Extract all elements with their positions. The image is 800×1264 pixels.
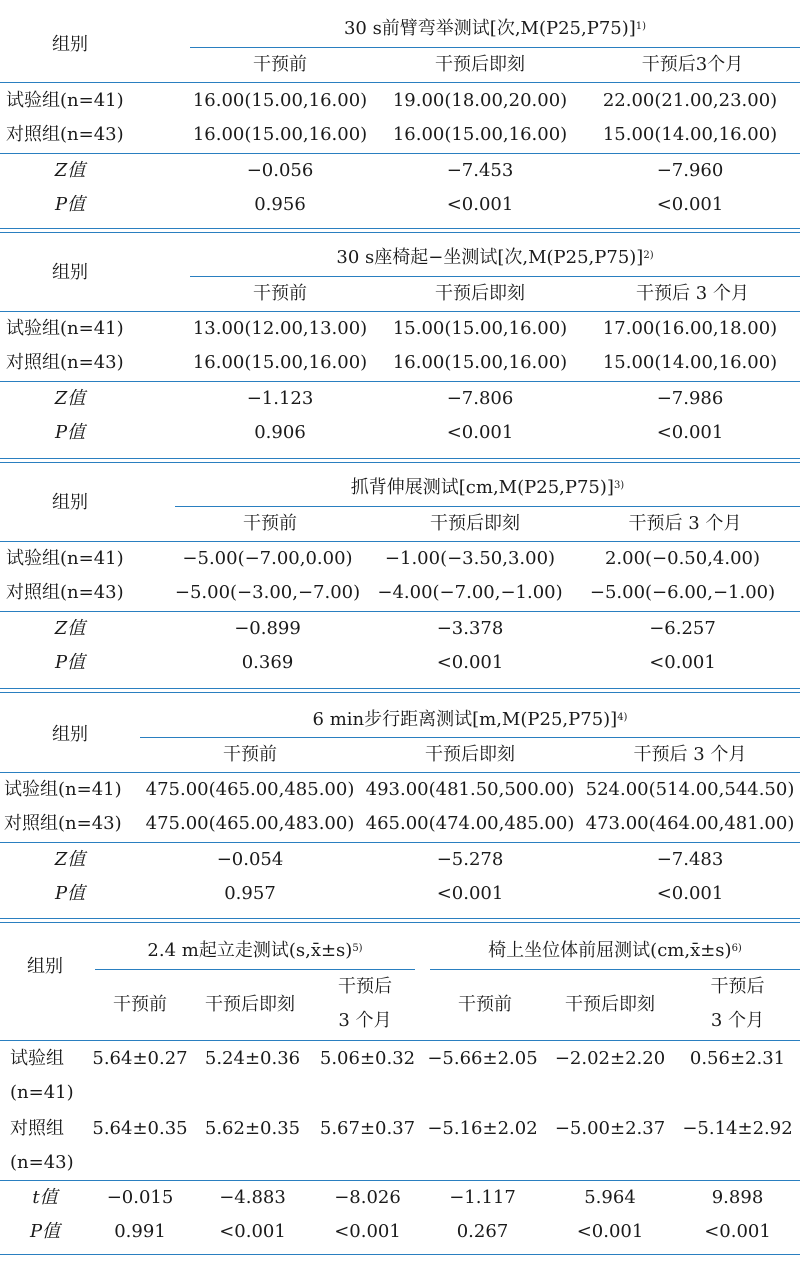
subheader-row	[0, 738, 800, 772]
cell: 9.898	[711, 1187, 764, 1208]
cell: −7.453	[446, 160, 514, 181]
cell: 465.00(474.00,485.00)	[365, 813, 575, 834]
subheader: 干预后3个月	[641, 54, 744, 75]
table-row	[0, 773, 800, 807]
cell: 0.956	[254, 194, 306, 215]
subheader: 干预后	[710, 976, 765, 997]
table-title-text: 抓背伸展测试[cm,M(P25,P75)]	[350, 477, 614, 498]
cell: −1.00(−3.50,3.00)	[384, 548, 556, 569]
cell: 19.00(18.00,20.00)	[392, 90, 568, 111]
table-4	[0, 700, 800, 914]
cell: 5.64±0.27	[92, 1048, 188, 1069]
cell: 0.369	[241, 652, 294, 673]
section-divider	[0, 458, 800, 464]
stat-row	[0, 188, 800, 222]
cell: 5.964	[584, 1187, 636, 1208]
stat-label: Z值	[54, 618, 86, 639]
cell: 15.00(14.00,16.00)	[602, 124, 778, 145]
stat-label: P值	[54, 652, 86, 673]
subheader: 干预前	[458, 994, 512, 1015]
footnote-marker: 5)	[352, 943, 363, 954]
row-label: 试验组(n=41)	[6, 548, 124, 569]
cell: 0.957	[224, 883, 276, 904]
subheader: 干预后 3 个月	[633, 744, 747, 765]
cell: <0.001	[334, 1221, 401, 1242]
cell: −8.026	[334, 1187, 401, 1208]
table-title-left	[95, 936, 415, 966]
cell: −5.16±2.02	[427, 1118, 538, 1139]
table-title-text: 2.4 m起立走测试(s,x̄±s)	[147, 940, 353, 961]
cell: 16.00(15.00,16.00)	[392, 124, 568, 145]
stat-row	[0, 843, 800, 877]
stat-label: P值	[54, 422, 86, 443]
cell: 524.00(514.00,544.50)	[585, 779, 795, 800]
footnote-marker: 6)	[731, 943, 742, 954]
stat-row	[0, 154, 800, 188]
stat-label: P值	[54, 194, 86, 215]
row-label: 试验组(n=41)	[6, 318, 124, 339]
cell: −5.278	[436, 849, 504, 870]
cell: −2.02±2.20	[554, 1048, 666, 1069]
cell: <0.001	[219, 1221, 286, 1242]
cell: −7.806	[446, 388, 514, 409]
cell: −0.054	[216, 849, 284, 870]
cell: −0.056	[246, 160, 314, 181]
table-2	[0, 240, 800, 452]
subheader: 干预后即刻	[435, 54, 525, 75]
row-label: 对照组(n=43)	[6, 582, 124, 603]
subheader: 干预前	[253, 283, 307, 304]
table-title-text: 30 s前臂弯举测试[次,M(P25,P75)]	[343, 18, 636, 39]
stat-row	[0, 877, 800, 911]
table-row	[0, 312, 800, 346]
cell: <0.001	[656, 883, 724, 904]
cell: −5.00±2.37	[554, 1118, 666, 1139]
subheader: 干预后即刻	[425, 744, 515, 765]
cell: −1.123	[246, 388, 314, 409]
cell: 0.991	[114, 1221, 166, 1242]
row-label: 对照组	[10, 1118, 64, 1139]
subheader: 干预后即刻	[430, 513, 520, 534]
table-row	[0, 118, 800, 152]
section-divider	[0, 918, 800, 924]
cell: 475.00(465.00,483.00)	[145, 813, 355, 834]
section-divider	[0, 228, 800, 234]
subheader: 干预前	[243, 513, 297, 534]
cell: −6.257	[649, 618, 716, 639]
group-header: 组别	[52, 34, 88, 55]
table-row	[0, 807, 800, 841]
body-rule	[0, 1040, 800, 1041]
cell: −0.015	[106, 1187, 174, 1208]
cell: −5.00(−6.00,−1.00)	[589, 582, 776, 603]
cell: <0.001	[704, 1221, 771, 1242]
subheader-row	[0, 277, 800, 311]
table-3	[0, 470, 800, 684]
cell: 5.64±0.35	[92, 1118, 188, 1139]
subheader: 干预后即刻	[565, 994, 655, 1015]
cell: 2.00(−0.50,4.00)	[604, 548, 761, 569]
table-title-right	[430, 936, 800, 966]
cell: −1.117	[449, 1187, 516, 1208]
row-label: 对照组(n=43)	[4, 813, 122, 834]
cell: 15.00(15.00,16.00)	[392, 318, 568, 339]
bottom-rule	[0, 1254, 800, 1255]
cell: 16.00(15.00,16.00)	[192, 90, 368, 111]
stat-label: t值	[32, 1187, 58, 1208]
row-label: 对照组(n=43)	[6, 124, 124, 145]
table-1	[0, 0, 800, 224]
subheader-row	[0, 48, 800, 82]
stat-label: Z值	[54, 160, 86, 181]
cell: 493.00(481.50,500.00)	[365, 779, 575, 800]
table-title	[190, 243, 800, 273]
body-rule	[0, 82, 800, 83]
subheader: 3 个月	[710, 1010, 765, 1031]
stat-label: Z值	[54, 849, 86, 870]
row-label: 对照组(n=43)	[6, 352, 124, 373]
cell: 473.00(464.00,481.00)	[585, 813, 795, 834]
cell: −5.00(−3.00,−7.00)	[174, 582, 361, 603]
cell: 5.06±0.32	[319, 1048, 416, 1069]
cell: 16.00(15.00,16.00)	[392, 352, 568, 373]
table-title	[175, 473, 800, 503]
cell: −0.899	[234, 618, 301, 639]
cell: −4.00(−7.00,−1.00)	[377, 582, 563, 603]
table-title-text: 30 s座椅起−坐测试[次,M(P25,P75)]	[336, 247, 644, 268]
stat-row	[0, 646, 800, 680]
table-title-text: 6 min步行距离测试[m,M(P25,P75)]	[312, 709, 618, 730]
cell: −7.483	[656, 849, 724, 870]
cell: 5.62±0.35	[204, 1118, 301, 1139]
subheader: 干预前	[113, 994, 167, 1015]
cell: 16.00(15.00,16.00)	[192, 352, 368, 373]
cell: <0.001	[576, 1221, 644, 1242]
stat-row	[0, 416, 800, 450]
row-label: 试验组(n=41)	[4, 779, 122, 800]
stat-row	[0, 382, 800, 416]
table-title	[190, 14, 800, 44]
subheader: 干预后 3 个月	[628, 513, 742, 534]
cell: 16.00(15.00,16.00)	[192, 124, 368, 145]
cell: −5.14±2.92	[682, 1118, 793, 1139]
group-header: 组别	[52, 262, 88, 283]
stat-row	[0, 612, 800, 646]
group-header: 组别	[52, 492, 88, 513]
subheader: 干预后	[338, 976, 392, 997]
row-label: 试验组(n=41)	[6, 90, 124, 111]
group-header: 组别	[52, 724, 88, 745]
cell: 475.00(465.00,485.00)	[145, 779, 355, 800]
table-row	[0, 346, 800, 380]
footnote-marker: 1)	[635, 21, 647, 32]
cell: −5.00(−7.00,0.00)	[182, 548, 353, 569]
cell: −7.960	[656, 160, 724, 181]
cell: −7.986	[656, 388, 724, 409]
cell: 17.00(16.00,18.00)	[602, 318, 778, 339]
cell: 5.67±0.37	[319, 1118, 416, 1139]
cell: <0.001	[436, 652, 504, 673]
subheader: 干预前	[223, 744, 277, 765]
row-label: 试验组	[10, 1048, 64, 1069]
cell: 5.24±0.36	[204, 1048, 301, 1069]
subheader: 3 个月	[338, 1010, 392, 1031]
cell: 15.00(14.00,16.00)	[602, 352, 778, 373]
row-label-n: (n=41)	[10, 1082, 74, 1103]
subheader: 干预后即刻	[205, 994, 295, 1015]
cell: 0.906	[254, 422, 306, 443]
footnote-marker: 2)	[643, 250, 654, 261]
subheader-row	[0, 507, 800, 541]
cell: −5.66±2.05	[427, 1048, 538, 1069]
stat-label: Z值	[54, 388, 86, 409]
row-label-n: (n=43)	[10, 1152, 74, 1173]
cell: −4.883	[219, 1187, 286, 1208]
stat-label: P值	[29, 1221, 61, 1242]
table-title-text: 椅上坐位体前屈测试(cm,x̄±s)	[488, 940, 732, 961]
subheader: 干预前	[253, 54, 307, 75]
cell: <0.001	[656, 194, 724, 215]
footnote-marker: 3)	[613, 480, 625, 491]
table-title	[140, 705, 800, 735]
table-row	[0, 542, 800, 576]
footnote-marker: 4)	[617, 712, 628, 723]
table-5	[0, 930, 800, 1260]
subheader: 干预后即刻	[435, 283, 525, 304]
cell: <0.001	[446, 422, 514, 443]
cell: 0.267	[456, 1221, 509, 1242]
table-row	[0, 576, 800, 610]
subheader: 干预后 3 个月	[636, 283, 749, 304]
cell: <0.001	[656, 422, 724, 443]
cell: 0.56±2.31	[689, 1048, 786, 1069]
cell: −3.378	[436, 618, 504, 639]
cell: <0.001	[446, 194, 514, 215]
stat-label: P值	[54, 883, 86, 904]
cell: <0.001	[436, 883, 504, 904]
table-row	[0, 84, 800, 118]
cell: 22.00(21.00,23.00)	[602, 90, 778, 111]
section-divider	[0, 688, 800, 694]
cell: <0.001	[649, 652, 716, 673]
group-header: 组别	[27, 956, 63, 977]
cell: 13.00(12.00,13.00)	[192, 318, 368, 339]
